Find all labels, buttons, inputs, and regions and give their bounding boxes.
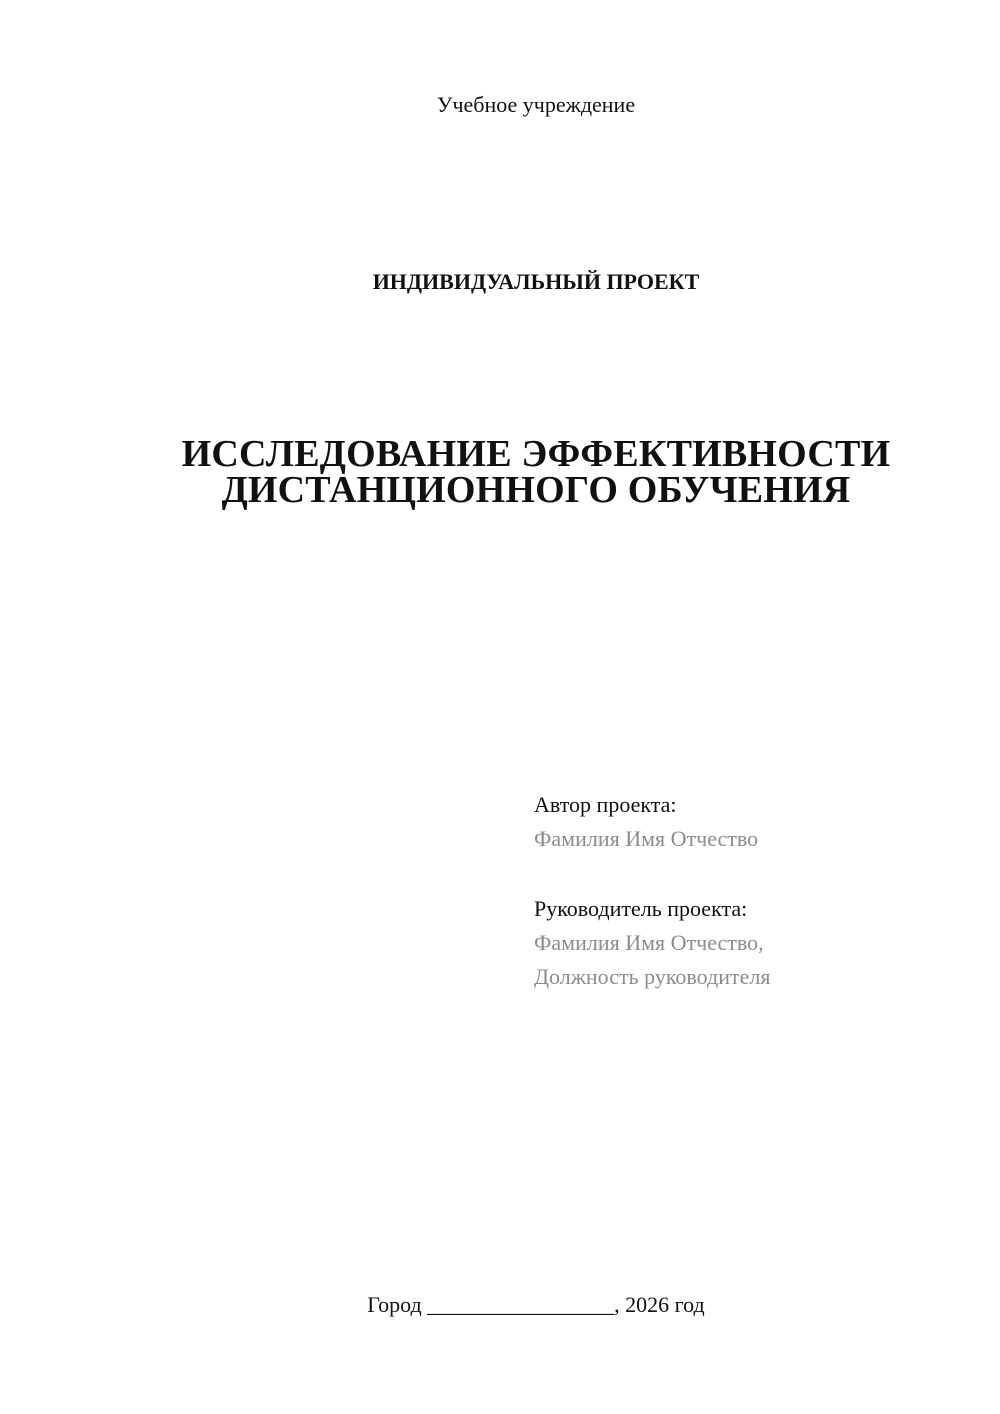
supervisor-name: Фамилия Имя Отчество,: [534, 930, 764, 955]
institution-name: Учебное учреждение: [436, 92, 636, 117]
spacer: [534, 856, 974, 892]
project-type-heading: ИНДИВИДУАЛЬНЫЙ ПРОЕКТ: [372, 269, 700, 294]
project-title-line-1: ИССЛЕДОВАНИЕ ЭФФЕКТИВНОСТИ: [181, 433, 891, 475]
project-title-line-2: ДИСТАНЦИОННОГО ОБУЧЕНИЯ: [221, 469, 851, 511]
city-year-footer: Город _________________, 2026 год: [367, 1292, 705, 1317]
author-label: Автор проекта:: [534, 792, 677, 817]
supervisor-label: Руководитель проекта:: [534, 896, 748, 921]
author-name: Фамилия Имя Отчество: [534, 826, 759, 851]
project-title: [0, 433, 1000, 511]
supervisor-position: Должность руководителя: [534, 964, 771, 989]
author-info-block: [534, 788, 974, 994]
